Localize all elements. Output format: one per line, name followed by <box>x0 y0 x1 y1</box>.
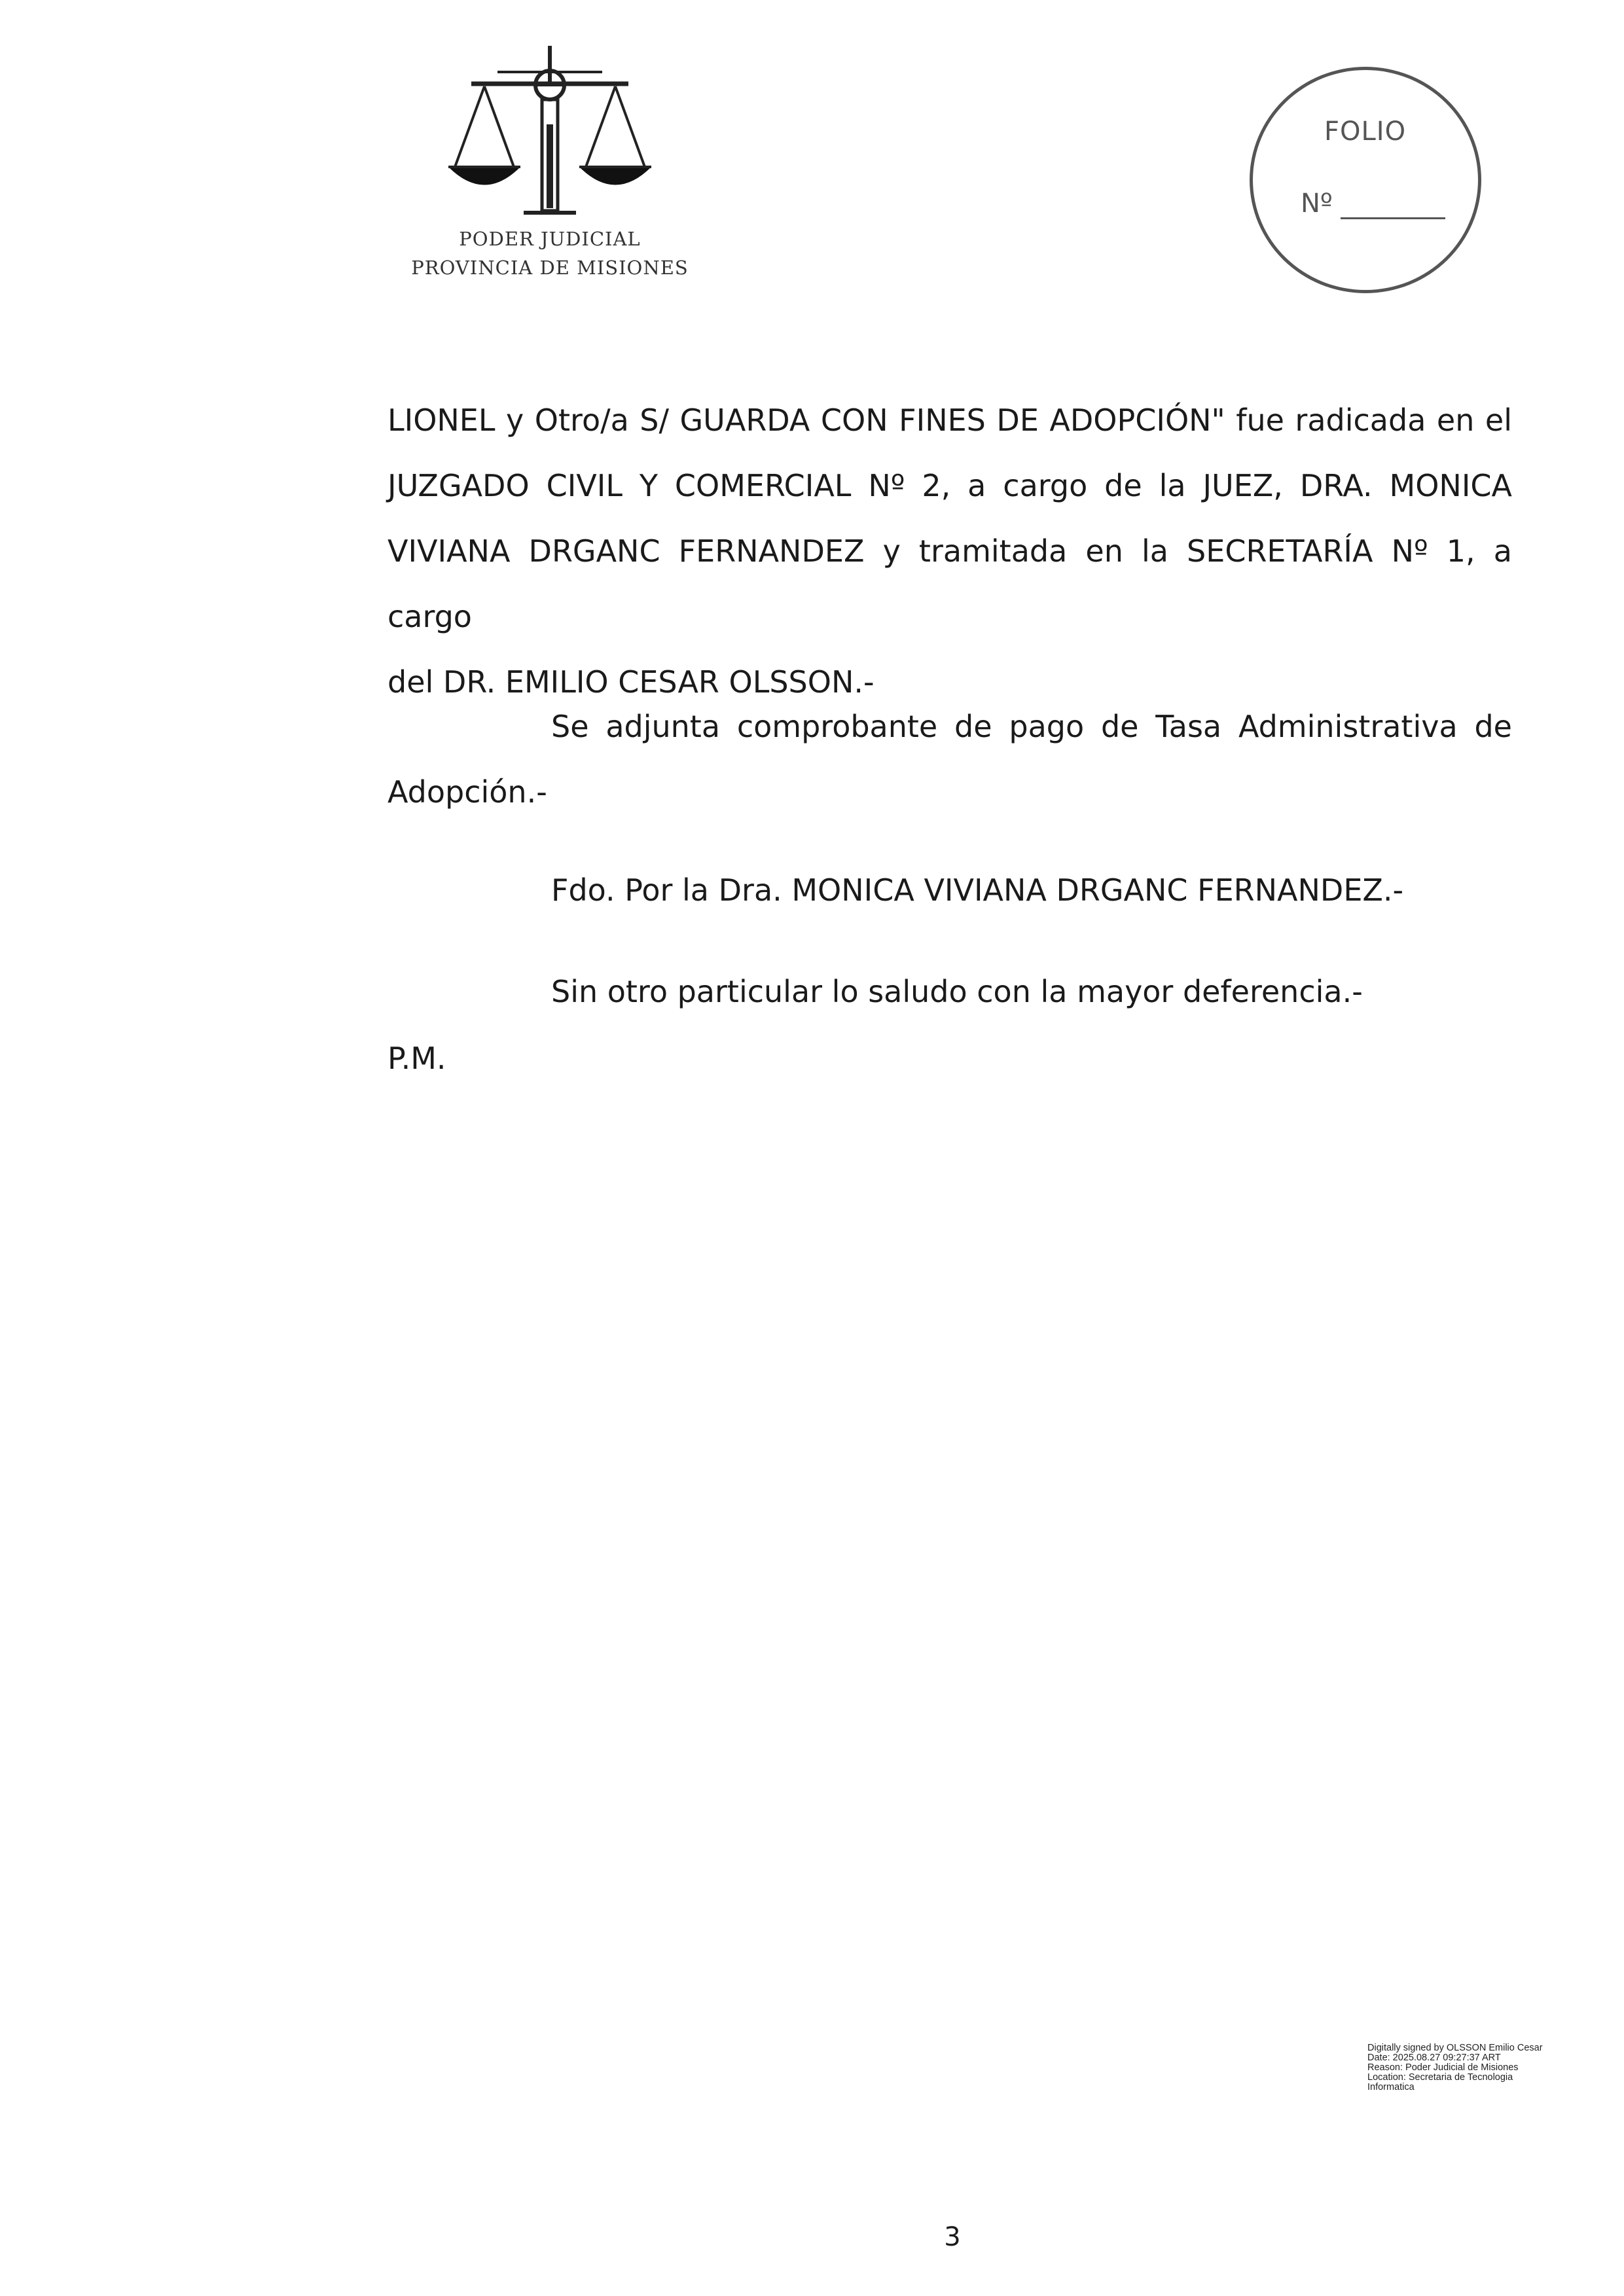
logo-text-provincia: PROVINCIA DE MISIONES <box>411 257 689 279</box>
folio-label: FOLIO <box>1324 117 1407 147</box>
folio-number-label: Nº <box>1301 188 1333 219</box>
text-line: del DR. EMILIO CESAR OLSSON.- <box>388 664 875 700</box>
digital-signature-block <box>1367 2043 1603 2092</box>
folio-circle <box>1250 67 1481 293</box>
paragraph-attachment <box>388 694 1512 825</box>
signature-date: Date: 2025.08.27 09:27:37 ART <box>1367 2053 1501 2063</box>
signature-signer: Digitally signed by OLSSON Emilio Cesar <box>1367 2043 1543 2053</box>
paragraph-signed-by: Fdo. Por la Dra. MONICA VIVIANA DRGANC FERNANDEZ.- <box>551 872 1404 908</box>
paragraph-case-info <box>388 387 1512 715</box>
logo-text-poder-judicial: PODER JUDICIAL <box>459 228 641 250</box>
initials: P.M. <box>388 1041 446 1076</box>
folio-stamp <box>1247 65 1483 291</box>
folio-number-blank <box>1341 217 1445 219</box>
text-line: Adopción.- <box>388 774 547 810</box>
scales-of-justice-icon <box>439 39 661 223</box>
text-line: LIONEL y Otro/a S/ GUARDA CON FINES DE ADOPCIÓN" fue radicada en el <box>388 403 1512 438</box>
text-line: Se adjunta comprobante de pago de Tasa Administrativa de <box>551 709 1512 744</box>
court-logo <box>393 39 707 295</box>
text-line: JUZGADO CIVIL Y COMERCIAL Nº 2, a cargo de la JUEZ, DRA. MONICA <box>388 468 1512 503</box>
signature-location-cont: Informatica <box>1367 2082 1415 2092</box>
signature-reason: Reason: Poder Judicial de Misiones <box>1367 2062 1519 2073</box>
paragraph-closing: Sin otro particular lo saludo con la mayor deferencia.- <box>551 974 1363 1009</box>
signature-location: Location: Secretaria de Tecnologia <box>1367 2072 1513 2083</box>
page-number: 3 <box>944 2222 961 2252</box>
text-line: VIVIANA DRGANC FERNANDEZ y tramitada en la SECRETARÍA Nº 1, a cargo <box>388 533 1512 634</box>
